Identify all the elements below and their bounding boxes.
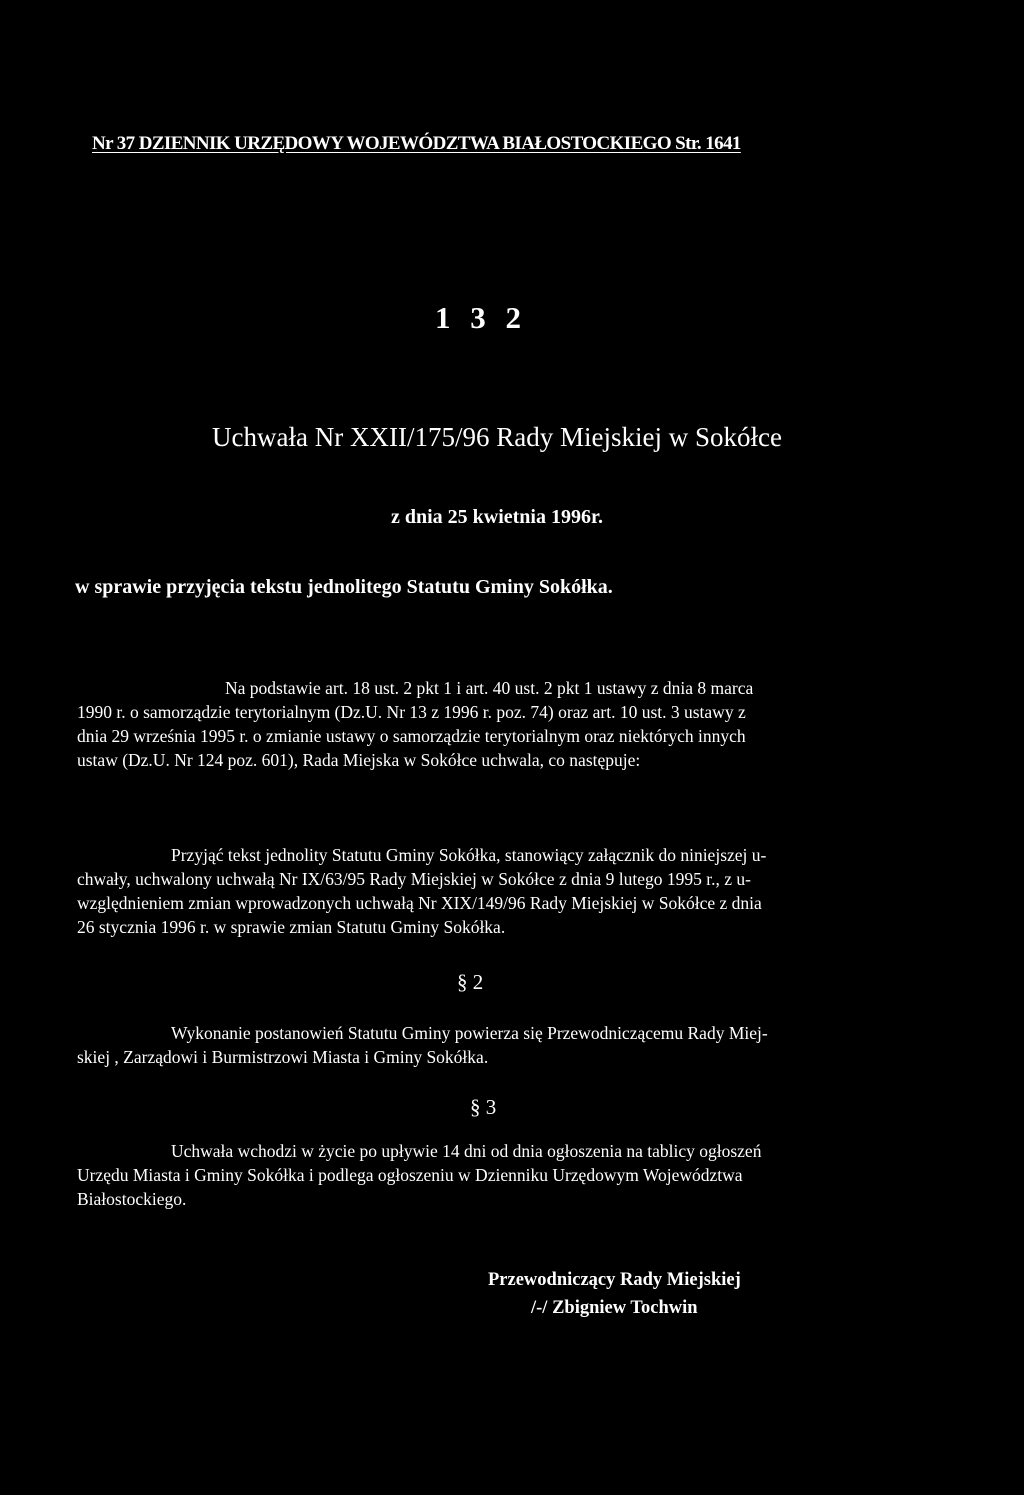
section-1-line: 26 stycznia 1996 r. w sprawie zmian Statutu Gminy Sokółka. bbox=[77, 917, 506, 937]
signature-role: Przewodniczący Rady Miejskiej bbox=[488, 1270, 741, 1290]
resolution-date: z dnia 25 kwietnia 1996r. bbox=[390, 506, 604, 528]
resolution-subject: w sprawie przyjęcia tekstu jednolitego Statutu Gminy Sokółka. bbox=[75, 576, 613, 598]
section-3-paragraph bbox=[77, 1139, 909, 1211]
section-3-line: Urzędu Miasta i Gminy Sokółka i podlega ogłoszeniu w Dzienniku Urzędowym Województwa bbox=[77, 1165, 743, 1185]
section-3-line: Uchwała wchodzi w życie po upływie 14 dni od dnia ogłoszenia na tablicy ogłoszeń bbox=[171, 1141, 762, 1161]
preamble-line: 1990 r. o samorządzie terytorialnym (Dz.U. Nr 13 z 1996 r. poz. 74) oraz art. 10 ust. 3 ustawy z bbox=[77, 702, 746, 722]
preamble-line: dnia 29 września 1995 r. o zmianie ustawy o samorządzie terytorialnym oraz niektórych innych bbox=[77, 726, 746, 746]
section-2-line: skiej , Zarządowi i Burmistrzowi Miasta i Gminy Sokółka. bbox=[77, 1047, 489, 1067]
section-1-paragraph bbox=[77, 843, 909, 939]
section-3-line: Białostockiego. bbox=[77, 1189, 187, 1209]
resolution-title: Uchwała Nr XXII/175/96 Rady Miejskiej w Sokółce bbox=[212, 422, 782, 452]
document-number: 1 3 2 bbox=[435, 300, 527, 335]
section-1-line: chwały, uchwalony uchwałą Nr IX/63/95 Rady Miejskiej w Sokółce z dnia 9 lutego 1995 r., z u- bbox=[77, 869, 751, 889]
section-2-heading: § 2 bbox=[457, 970, 484, 994]
signature-name: /-/ Zbigniew Tochwin bbox=[531, 1298, 698, 1318]
section-2-paragraph bbox=[77, 1021, 909, 1069]
signature-block bbox=[488, 1266, 828, 1322]
section-1-line: Przyjąć tekst jednolity Statutu Gminy Sokółka, stanowiący załącznik do niniejszej u- bbox=[171, 845, 767, 865]
preamble-line: ustaw (Dz.U. Nr 124 poz. 601), Rada Miejska w Sokółce uchwala, co następuje: bbox=[77, 750, 641, 770]
section-1-line: względnieniem zmian wprowadzonych uchwałą Nr XIX/149/96 Rady Miejskiej w Sokółce z dnia bbox=[77, 893, 762, 913]
preamble-paragraph bbox=[77, 676, 909, 772]
section-2-line: Wykonanie postanowień Statutu Gminy powierza się Przewodniczącemu Rady Miej- bbox=[171, 1023, 768, 1043]
preamble-line: Na podstawie art. 18 ust. 2 pkt 1 i art. 40 ust. 2 pkt 1 ustawy z dnia 8 marca bbox=[225, 678, 754, 698]
journal-header: Nr 37 DZIENNIK URZĘDOWY WOJEWÓDZTWA BIAŁOSTOCKIEGO Str. 1641 bbox=[92, 133, 741, 154]
section-3-heading: § 3 bbox=[470, 1095, 497, 1119]
